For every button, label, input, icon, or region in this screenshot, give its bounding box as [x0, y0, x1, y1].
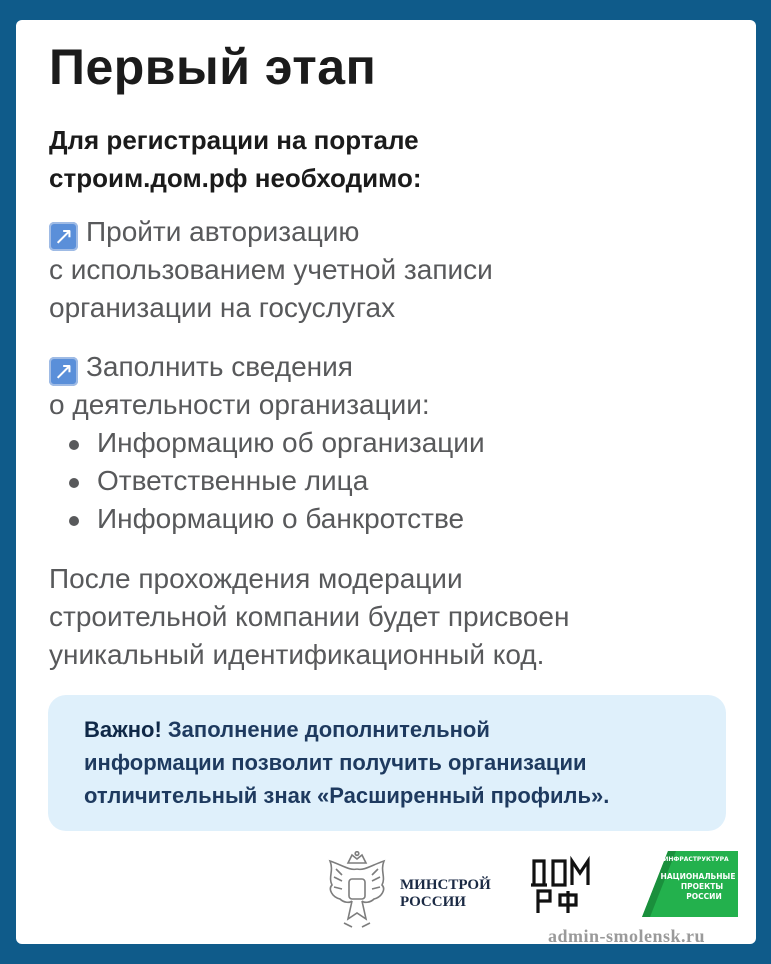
important-note [48, 695, 726, 831]
watermark: admin-smolensk.ru [548, 926, 706, 946]
step-authorization [49, 213, 709, 327]
moderation-line: строительной компании будет присвоен [49, 601, 570, 632]
step-text: Заполнить сведения [86, 351, 353, 382]
moderation-text [49, 560, 709, 674]
ministry-logo-text [400, 877, 491, 911]
arrow-up-right-icon: ↗ [49, 222, 78, 251]
step-line [49, 348, 709, 386]
moderation-line: После прохождения модерации [49, 563, 463, 594]
step-line: о деятельности организации: [49, 389, 430, 420]
note-emphasis: Важно! [84, 717, 162, 742]
info-card [16, 20, 756, 944]
subtitle [49, 121, 569, 197]
arrow-up-right-icon: ↗ [49, 357, 78, 386]
step-line [49, 213, 709, 251]
national-projects-logo [640, 847, 740, 919]
ministry-line: РОССИИ [400, 894, 466, 910]
list-item: Информацию о банкротстве [49, 500, 709, 538]
list-item: Информацию об организации [49, 424, 709, 462]
note-line [84, 713, 690, 746]
russian-eagle-emblem-icon [322, 851, 392, 929]
natproj-line: ПРОЕКТЫ [680, 882, 724, 891]
step-line: организации на госуслугах [49, 292, 396, 323]
note-line: отличительный знак «Расширенный профиль». [84, 783, 610, 808]
note-line: информации позволит получить организации [84, 750, 587, 775]
natproj-tag: ИНФРАСТРУКТУРА [663, 856, 729, 863]
natproj-line: НАЦИОНАЛЬНЫЕ [660, 872, 736, 881]
step-text: Пройти авторизацию [86, 216, 360, 247]
step-fill-info [49, 348, 709, 538]
page-title: Первый этап [49, 39, 377, 95]
ministry-line: МИНСТРОЙ [400, 877, 491, 893]
list-item: Ответственные лица [49, 462, 709, 500]
natproj-line: РОССИИ [686, 892, 722, 901]
step-line: с использованием учетной записи [49, 254, 493, 285]
moderation-line: уникальный идентификационный код. [49, 639, 545, 670]
subtitle-line: Для регистрации на портале [49, 125, 419, 155]
note-text: Заполнение дополнительной [161, 717, 490, 742]
dom-rf-logo [530, 855, 592, 917]
subtitle-line: строим.дом.рф необходимо: [49, 163, 422, 193]
bullet-list [49, 424, 709, 538]
logos-row [16, 845, 756, 935]
